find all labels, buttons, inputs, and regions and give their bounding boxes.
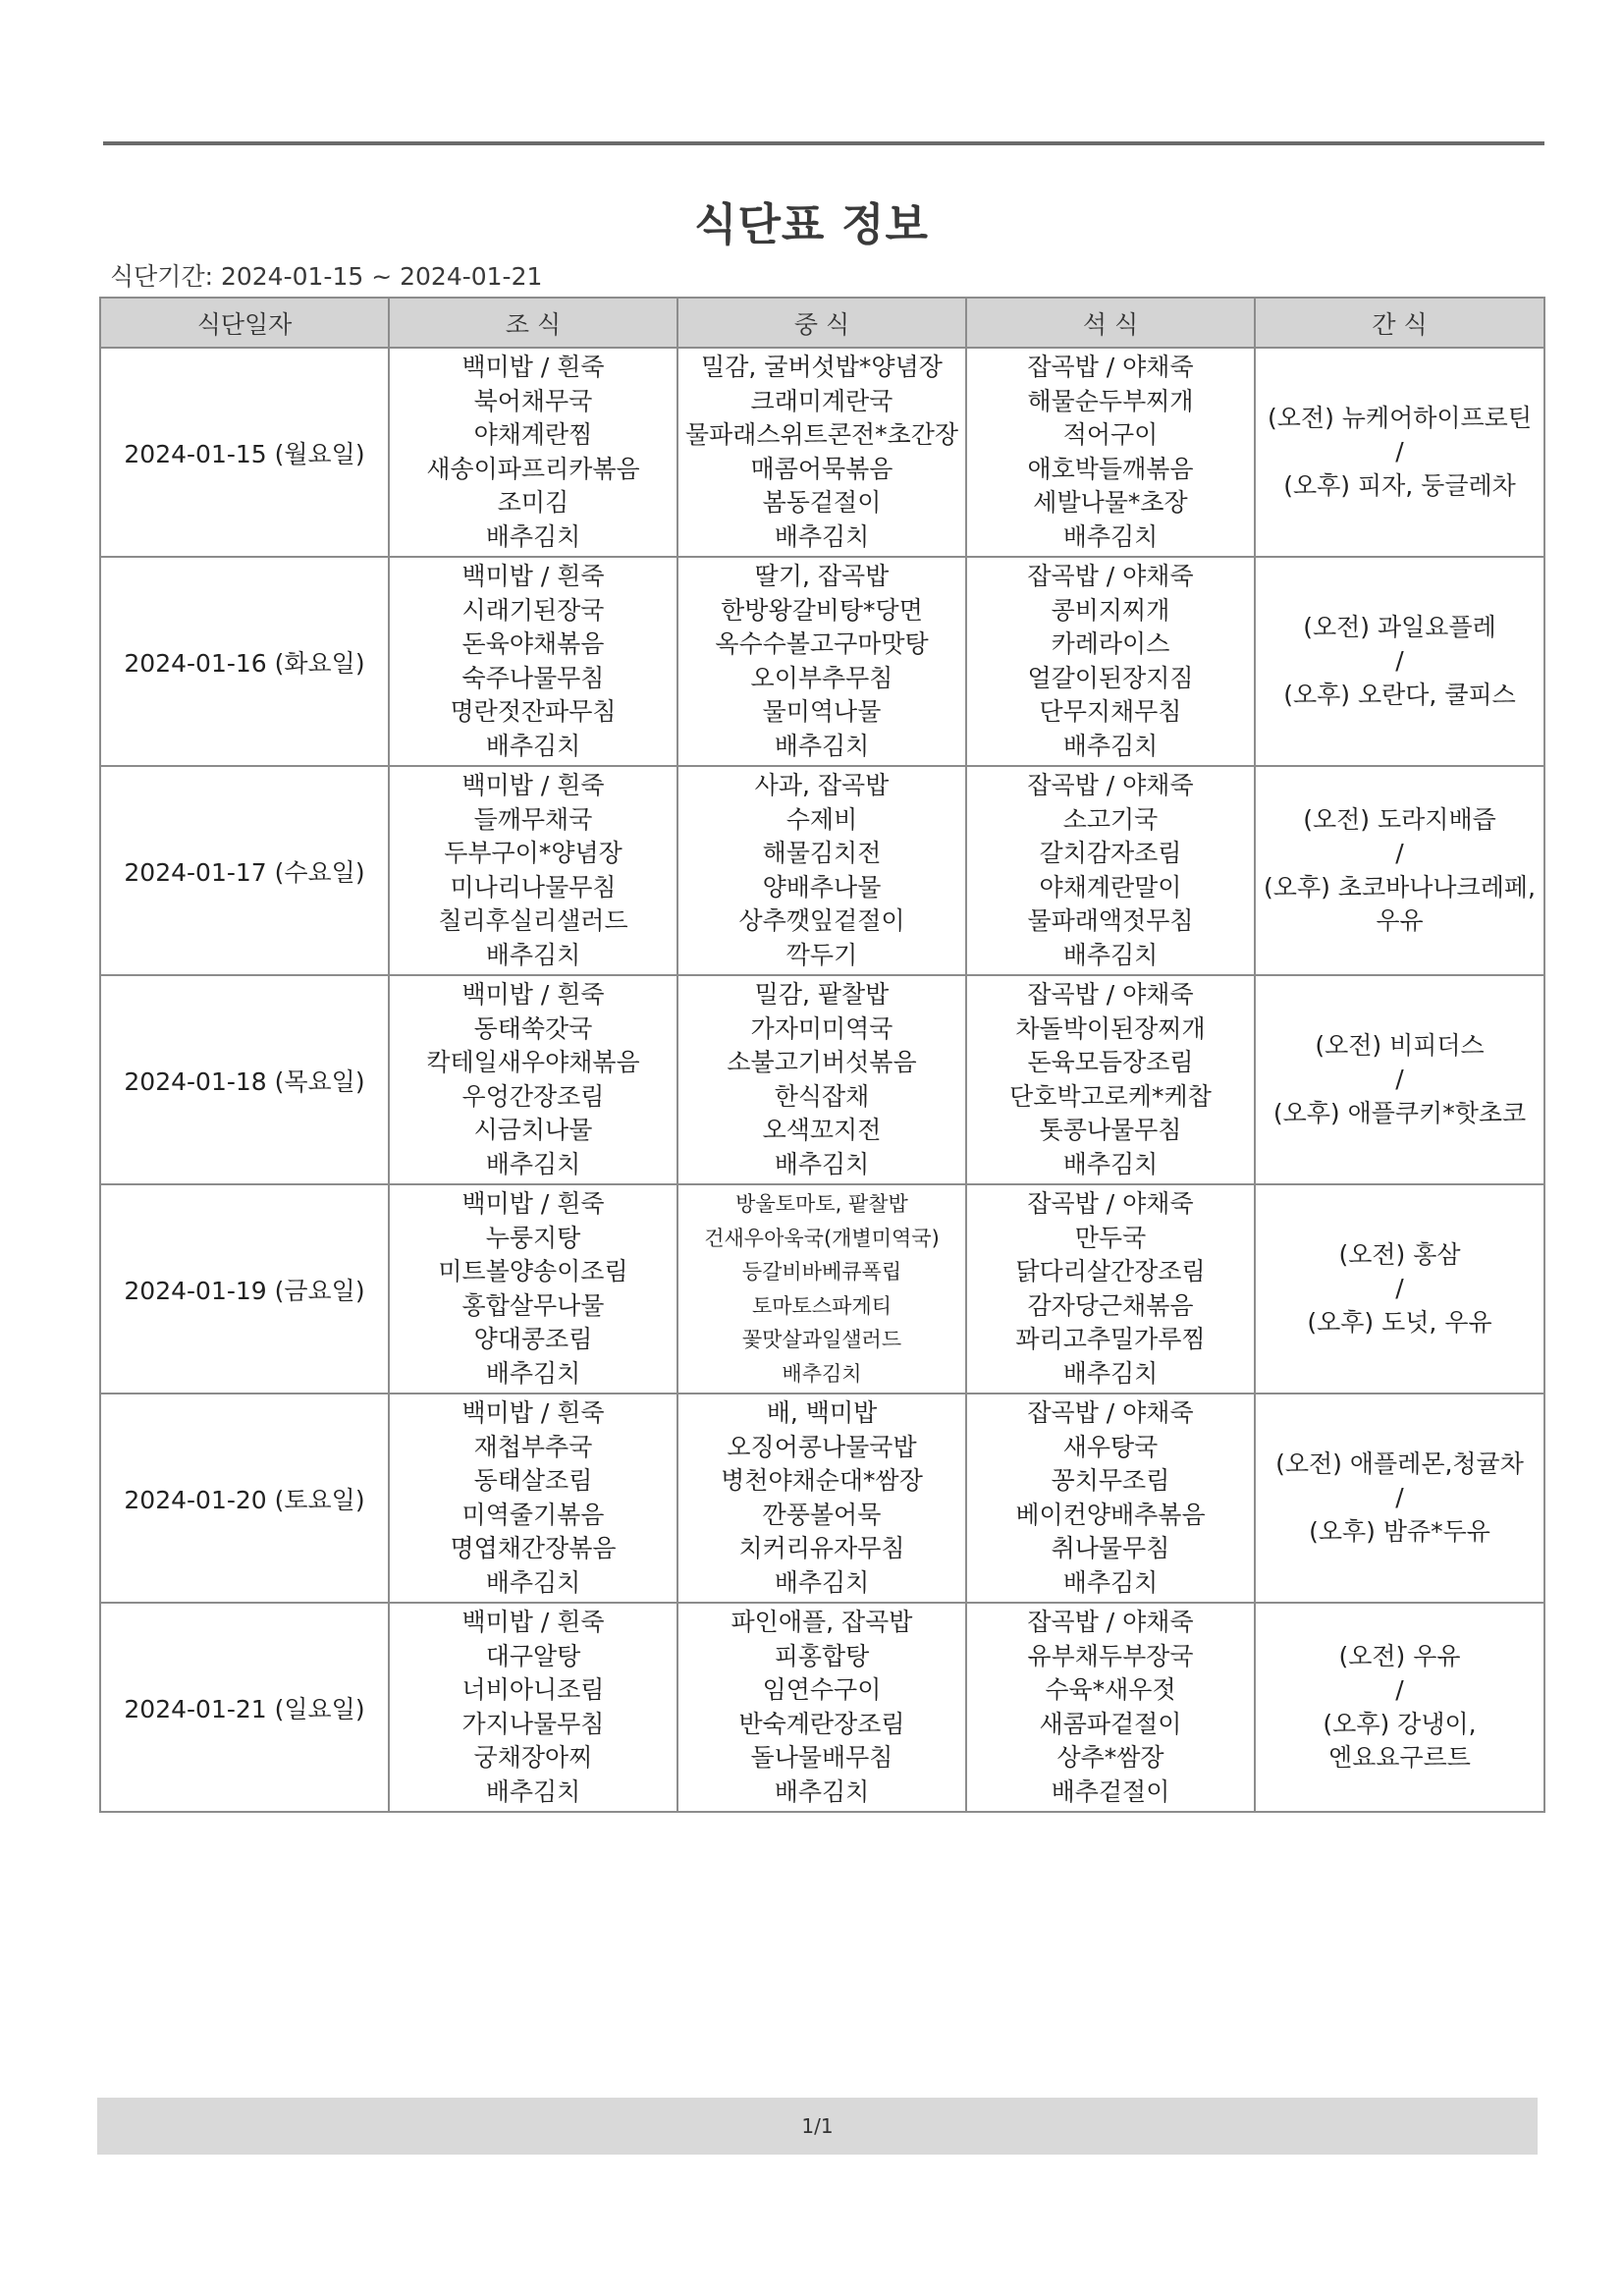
breakfast-item: 백미밥 / 흰죽 [461, 353, 605, 381]
dinner-item: 배추김치 [1062, 521, 1159, 551]
snack-cell [1255, 975, 1544, 1184]
dinner-item: 취나물무침 [1051, 1534, 1170, 1562]
snack-cell [1255, 1184, 1544, 1394]
breakfast-item: 북어채무국 [473, 386, 593, 415]
breakfast-item: 미트볼양송이조림 [438, 1257, 628, 1285]
lunch-cell [677, 557, 966, 766]
snack-item: 우유 [1376, 906, 1424, 935]
breakfast-item: 시래기된장국 [461, 595, 605, 625]
meal-table [99, 297, 1545, 1813]
breakfast-item: 누룽지탕 [485, 1223, 581, 1252]
lunch-item: 치커리유자무침 [738, 1534, 905, 1562]
breakfast-item: 돈육야채볶음 [461, 629, 605, 658]
snack-item: (오전) 도라지배즙 [1303, 804, 1496, 834]
date-cell: 2024-01-17 (수요일) [100, 766, 389, 975]
breakfast-item: 배추김치 [485, 1777, 581, 1806]
dinner-item: 잡곡밥 / 야채죽 [1027, 1608, 1194, 1636]
lunch-item: 한식잡채 [774, 1081, 870, 1111]
breakfast-item: 궁채장아찌 [473, 1743, 593, 1772]
breakfast-item: 백미밥 / 흰죽 [461, 1189, 605, 1218]
dinner-item: 차돌박이된장찌개 [1015, 1013, 1206, 1043]
footer-bar [97, 2098, 1538, 2155]
snack-item: (오후) 밤쥬*두유 [1309, 1516, 1490, 1546]
dinner-item: 단무지채무침 [1039, 697, 1182, 726]
header-breakfast: 조 식 [389, 298, 677, 348]
dinner-item: 소고기국 [1062, 804, 1159, 834]
dinner-item: 만두국 [1074, 1223, 1147, 1252]
breakfast-item: 칵테일새우야채볶음 [426, 1048, 640, 1076]
dinner-item: 얼갈이된장지짐 [1027, 663, 1194, 692]
lunch-item: 꽃맛살과일샐러드 [741, 1328, 902, 1351]
lunch-item: 소불고기버섯볶음 [727, 1048, 917, 1076]
breakfast-cell [389, 766, 677, 975]
lunch-item: 건새우아욱국(개별미역국) [704, 1226, 940, 1250]
breakfast-cell [389, 1603, 677, 1812]
snack-cell [1255, 1603, 1544, 1812]
date-cell: 2024-01-21 (일요일) [100, 1603, 389, 1812]
lunch-item: 상추깻잎겉절이 [738, 906, 905, 935]
lunch-cell [677, 1603, 966, 1812]
breakfast-item: 들깨무채국 [473, 804, 593, 834]
snack-item: (오후) 애플쿠키*핫초코 [1272, 1098, 1527, 1127]
breakfast-item: 대구알탕 [485, 1641, 581, 1670]
snack-item: 엔요요구르트 [1328, 1743, 1471, 1772]
meal-period: 식단기간: 2024-01-15 ~ 2024-01-21 [110, 262, 543, 291]
dinner-item: 돈육모듬장조림 [1027, 1048, 1194, 1076]
dinner-item: 물파래액젓무침 [1027, 906, 1194, 935]
dinner-item: 배추김치 [1062, 1567, 1159, 1597]
snack-item: / [1395, 1483, 1404, 1512]
breakfast-item: 동태살조림 [473, 1466, 593, 1495]
page-title: 식단표 정보 [693, 198, 930, 250]
breakfast-item: 배추김치 [485, 1567, 581, 1597]
lunch-item: 딸기, 잡곡밥 [754, 562, 890, 590]
lunch-item: 배, 백미밥 [766, 1398, 878, 1427]
lunch-item: 반숙계란장조림 [738, 1709, 905, 1738]
lunch-cell [677, 766, 966, 975]
lunch-item: 돌나물배무침 [750, 1743, 893, 1772]
breakfast-item: 재첩부추국 [473, 1432, 593, 1461]
dinner-cell [966, 1603, 1255, 1812]
breakfast-item: 배추김치 [485, 1358, 581, 1388]
breakfast-cell [389, 1394, 677, 1603]
dinner-item: 닭다리살간장조림 [1015, 1257, 1206, 1285]
table-row [100, 1603, 1544, 1812]
breakfast-item: 홍합살무나물 [461, 1290, 605, 1320]
date-cell: 2024-01-19 (금요일) [100, 1184, 389, 1394]
breakfast-item: 새송이파프리카볶음 [426, 454, 640, 483]
snack-cell [1255, 766, 1544, 975]
snack-item: (오후) 도넛, 우유 [1307, 1307, 1492, 1337]
breakfast-cell [389, 557, 677, 766]
dinner-item: 애호박들깨볶음 [1027, 454, 1194, 483]
snack-item: (오전) 과일요플레 [1303, 612, 1496, 641]
dinner-item: 잡곡밥 / 야채죽 [1027, 771, 1194, 799]
breakfast-item: 미나리나물무침 [450, 872, 617, 902]
lunch-item: 병천야채순대*쌈장 [721, 1466, 923, 1495]
snack-item: / [1395, 646, 1404, 676]
table-row [100, 975, 1544, 1184]
snack-cell [1255, 557, 1544, 766]
table-row [100, 557, 1544, 766]
breakfast-item: 양대콩조림 [473, 1325, 593, 1353]
dinner-item: 잡곡밥 / 야채죽 [1027, 353, 1194, 381]
lunch-item: 배추김치 [774, 1567, 870, 1597]
top-divider [103, 141, 1544, 145]
header-date: 식단일자 [100, 298, 389, 348]
dinner-item: 해물순두부찌개 [1027, 386, 1194, 415]
lunch-item: 깐풍볼어묵 [762, 1500, 882, 1529]
lunch-item: 배추김치 [774, 1149, 870, 1178]
table-body [100, 348, 1544, 1812]
dinner-cell [966, 766, 1255, 975]
dinner-item: 콩비지찌개 [1051, 595, 1170, 625]
dinner-item: 상추*쌈장 [1056, 1743, 1164, 1772]
breakfast-item: 명엽채간장볶음 [450, 1534, 617, 1562]
dinner-item: 잡곡밥 / 야채죽 [1027, 1398, 1194, 1427]
breakfast-item: 숙주나물무침 [461, 663, 605, 692]
dinner-item: 톳콩나물무침 [1039, 1116, 1182, 1144]
dinner-item: 수육*새우젓 [1045, 1675, 1176, 1704]
dinner-item: 배추김치 [1062, 1149, 1159, 1178]
snack-item: / [1395, 437, 1404, 466]
snack-item: (오전) 애플레몬,청귤차 [1275, 1449, 1524, 1478]
dinner-item: 새콤파겉절이 [1039, 1709, 1182, 1738]
dinner-item: 꽁치무조림 [1051, 1466, 1170, 1495]
dinner-item: 꽈리고추밀가루찜 [1015, 1325, 1206, 1353]
date-cell: 2024-01-15 (월요일) [100, 348, 389, 557]
breakfast-item: 우엉간장조림 [461, 1081, 605, 1111]
breakfast-item: 배추김치 [485, 1149, 581, 1178]
breakfast-item: 칠리후실리샐러드 [438, 906, 628, 935]
lunch-item: 피홍합탕 [774, 1641, 870, 1670]
breakfast-cell [389, 348, 677, 557]
dinner-item: 배추겉절이 [1051, 1777, 1170, 1806]
date-cell: 2024-01-18 (목요일) [100, 975, 389, 1184]
breakfast-item: 시금치나물 [473, 1116, 593, 1144]
table-row [100, 766, 1544, 975]
lunch-cell [677, 1394, 966, 1603]
breakfast-item: 동태쑥갓국 [473, 1013, 593, 1043]
breakfast-item: 조미김 [497, 488, 569, 517]
snack-item: (오전) 뉴케어하이프로틴 [1268, 403, 1532, 432]
table-row [100, 1394, 1544, 1603]
lunch-item: 방울토마토, 팥찰밥 [735, 1192, 908, 1216]
dinner-item: 배추김치 [1062, 731, 1159, 760]
lunch-item: 밀감, 팥찰밥 [754, 980, 890, 1009]
dinner-item: 베이컨양배추볶음 [1015, 1500, 1206, 1529]
header-snack: 간 식 [1255, 298, 1544, 348]
lunch-item: 파인애플, 잡곡밥 [730, 1608, 913, 1636]
breakfast-item: 두부구이*양념장 [444, 839, 622, 867]
dinner-item: 잡곡밥 / 야채죽 [1027, 980, 1194, 1009]
lunch-item: 배추김치 [774, 521, 870, 551]
lunch-cell [677, 975, 966, 1184]
lunch-item: 배추김치 [782, 1361, 862, 1386]
lunch-item: 임연수구이 [762, 1675, 882, 1704]
lunch-cell [677, 348, 966, 557]
lunch-item: 오이부추무침 [750, 663, 893, 692]
dinner-item: 세발나물*초장 [1033, 488, 1188, 517]
snack-item: / [1395, 839, 1404, 867]
lunch-item: 사과, 잡곡밥 [754, 771, 890, 799]
dinner-cell [966, 557, 1255, 766]
header-lunch: 중 식 [677, 298, 966, 348]
dinner-item: 배추김치 [1062, 940, 1159, 969]
lunch-item: 등갈비바베큐폭립 [741, 1260, 902, 1284]
header-dinner: 석 식 [966, 298, 1255, 348]
lunch-item: 크래미계란국 [750, 386, 893, 415]
page-number: 1/1 [801, 2114, 834, 2138]
dinner-item: 잡곡밥 / 야채죽 [1027, 1189, 1194, 1218]
table-header-row [100, 298, 1544, 348]
snack-item: (오후) 오란다, 쿨피스 [1283, 680, 1516, 709]
dinner-item: 적어구이 [1062, 420, 1159, 449]
lunch-item: 해물김치전 [762, 839, 882, 867]
breakfast-item: 배추김치 [485, 731, 581, 760]
lunch-item: 매콤어묵볶음 [750, 454, 893, 483]
breakfast-item: 백미밥 / 흰죽 [461, 980, 605, 1009]
lunch-item: 배추김치 [774, 1777, 870, 1806]
lunch-item: 한방왕갈비탕*당면 [721, 595, 923, 625]
dinner-cell [966, 348, 1255, 557]
lunch-item: 물파래스위트콘전*초간장 [684, 420, 959, 449]
table-row [100, 1184, 1544, 1394]
lunch-item: 배추김치 [774, 731, 870, 760]
breakfast-item: 명란젓잔파무침 [450, 697, 617, 726]
breakfast-item: 너비아니조림 [461, 1675, 605, 1704]
snack-cell [1255, 348, 1544, 557]
breakfast-item: 가지나물무침 [461, 1709, 605, 1738]
dinner-cell [966, 975, 1255, 1184]
lunch-item: 봄동겉절이 [762, 488, 882, 517]
date-cell: 2024-01-20 (토요일) [100, 1394, 389, 1603]
snack-item: (오전) 비피더스 [1315, 1030, 1485, 1060]
dinner-cell [966, 1394, 1255, 1603]
snack-item: (오후) 초코바나나크레페, [1264, 872, 1536, 902]
lunch-item: 수제비 [785, 804, 858, 834]
date-cell: 2024-01-16 (화요일) [100, 557, 389, 766]
dinner-item: 유부채두부장국 [1027, 1641, 1194, 1670]
dinner-item: 잡곡밥 / 야채죽 [1027, 562, 1194, 590]
lunch-item: 가자미미역국 [750, 1013, 893, 1043]
dinner-item: 야채계란말이 [1039, 872, 1182, 902]
table-row [100, 348, 1544, 557]
breakfast-item: 야채계란찜 [473, 420, 593, 449]
snack-item: / [1395, 1065, 1404, 1094]
lunch-item: 오색꼬지전 [762, 1116, 882, 1144]
dinner-item: 갈치감자조림 [1039, 839, 1182, 867]
dinner-item: 카레라이스 [1051, 629, 1170, 658]
dinner-item: 새우탕국 [1062, 1432, 1159, 1461]
breakfast-item: 백미밥 / 흰죽 [461, 771, 605, 799]
breakfast-cell [389, 975, 677, 1184]
dinner-item: 단호박고로케*케찹 [1009, 1081, 1212, 1111]
lunch-item: 밀감, 굴버섯밥*양념장 [701, 353, 943, 381]
lunch-item: 양배추나물 [762, 872, 882, 902]
breakfast-item: 백미밥 / 흰죽 [461, 1608, 605, 1636]
snack-item: (오후) 강냉이, [1323, 1709, 1477, 1738]
lunch-item: 오징어콩나물국밥 [727, 1432, 917, 1461]
breakfast-item: 백미밥 / 흰죽 [461, 562, 605, 590]
dinner-item: 배추김치 [1062, 1358, 1159, 1388]
lunch-item: 물미역나물 [762, 697, 882, 726]
dinner-cell [966, 1184, 1255, 1394]
snack-cell [1255, 1394, 1544, 1603]
snack-item: (오전) 홍삼 [1338, 1239, 1461, 1269]
lunch-item: 토마토스파게티 [751, 1293, 892, 1318]
breakfast-item: 미역줄기볶음 [461, 1500, 605, 1529]
dinner-item: 감자당근채볶음 [1027, 1290, 1194, 1320]
snack-item: / [1395, 1675, 1404, 1704]
snack-item: / [1395, 1274, 1404, 1303]
breakfast-item: 백미밥 / 흰죽 [461, 1398, 605, 1427]
lunch-item: 옥수수볼고구마맛탕 [715, 629, 929, 658]
breakfast-cell [389, 1184, 677, 1394]
breakfast-item: 배추김치 [485, 940, 581, 969]
lunch-cell [677, 1184, 966, 1394]
snack-item: (오후) 피자, 둥글레차 [1283, 470, 1516, 500]
lunch-item: 깍두기 [785, 940, 858, 969]
breakfast-item: 배추김치 [485, 521, 581, 551]
snack-item: (오전) 우유 [1338, 1641, 1461, 1670]
